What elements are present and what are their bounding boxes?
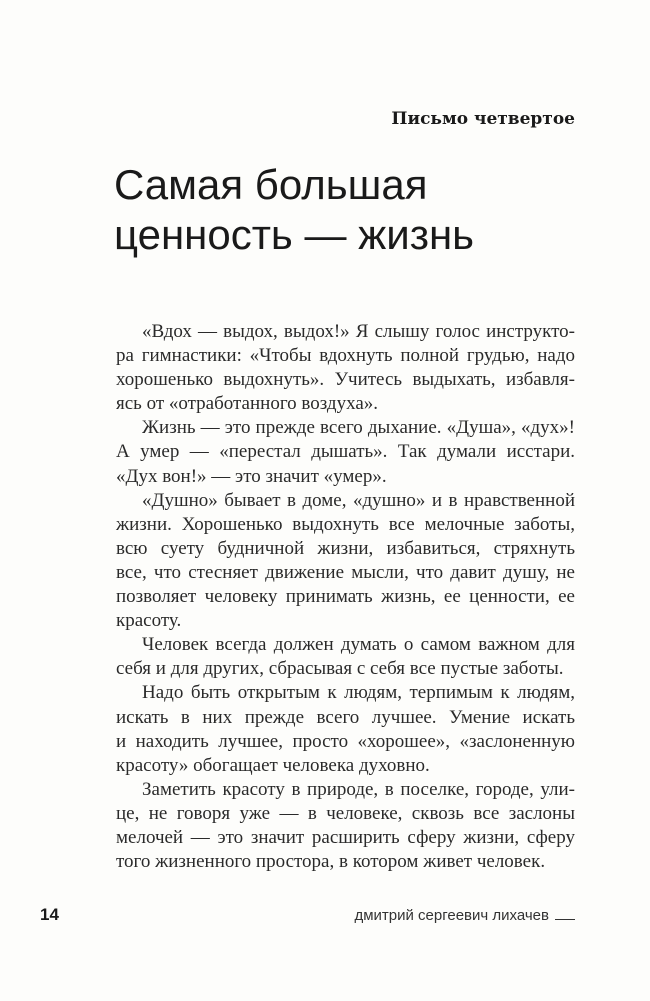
text-line: Надо быть открытым к людям, терпимым к людям, bbox=[142, 682, 575, 704]
paragraph bbox=[116, 320, 575, 416]
text-line: того жизненного простора, в котором живет человек. bbox=[116, 851, 546, 873]
paragraph bbox=[116, 778, 575, 874]
text-line: и находить лучшее, просто «хорошее», «заслоненную bbox=[116, 730, 575, 752]
text-line: ясь от «отработанного воздуха». bbox=[116, 393, 379, 415]
title-line: Самая большая bbox=[114, 161, 428, 208]
body-text bbox=[116, 320, 575, 874]
text-line: А умер — «перестал дышать». Так думали исстари. bbox=[116, 441, 575, 463]
text-line: Жизнь — это прежде всего дыхание. «Душа», «дух»! bbox=[142, 417, 575, 439]
paragraph bbox=[116, 489, 575, 634]
text-line: искать в них прежде всего лучшее. Умение искать bbox=[116, 706, 575, 728]
chapter-label: Письмо четвертое bbox=[391, 109, 575, 129]
text-line: «Дух вон!» — это значит «умер». bbox=[116, 465, 387, 487]
text-line: ра гимнастики: «Чтобы вдохнуть полной грудью, надо bbox=[116, 345, 575, 367]
text-line: красоту» обогащает человека духовно. bbox=[116, 754, 430, 776]
page-number: 14 bbox=[40, 905, 59, 924]
paragraph bbox=[116, 633, 575, 681]
page-title bbox=[114, 160, 474, 260]
text-line: Заметить красоту в природе, в поселке, городе, ули- bbox=[142, 778, 575, 800]
text-line: мелочей — это значит расширить сферу жизни, сферу bbox=[116, 826, 575, 848]
text-line: все, что стесняет движение мысли, что давит душу, не bbox=[116, 561, 575, 583]
text-line: всю суету будничной жизни, избавиться, стряхнуть bbox=[116, 537, 575, 559]
footer-rule bbox=[555, 919, 575, 920]
paragraph bbox=[116, 681, 575, 777]
author-name: дмитрий сергеевич лихачев bbox=[354, 907, 549, 924]
text-line: «Вдох — выдох, выдох!» Я слышу голос инструкто- bbox=[142, 321, 575, 342]
text-line: красоту. bbox=[116, 610, 182, 632]
text-line: «Душно» бывает в доме, «душно» и в нравственной bbox=[142, 489, 575, 511]
text-line: це, не говоря уже — в человеке, сквозь все заслоны bbox=[116, 802, 575, 824]
paragraph bbox=[116, 416, 575, 488]
text-line: хорошенько выдохнуть». Учитесь выдыхать, избавля- bbox=[116, 369, 575, 391]
title-line: ценность — жизнь bbox=[114, 211, 475, 258]
running-footer-author bbox=[354, 906, 575, 926]
text-line: жизни. Хорошенько выдохнуть все мелочные заботы, bbox=[116, 513, 575, 535]
text-line: себя и для других, сбрасывая с себя все пустые заботы. bbox=[116, 658, 564, 680]
text-line: Человек всегда должен думать о самом важном для bbox=[142, 634, 575, 656]
text-line: позволяет человеку принимать жизнь, ее ценности, ее bbox=[116, 586, 575, 608]
